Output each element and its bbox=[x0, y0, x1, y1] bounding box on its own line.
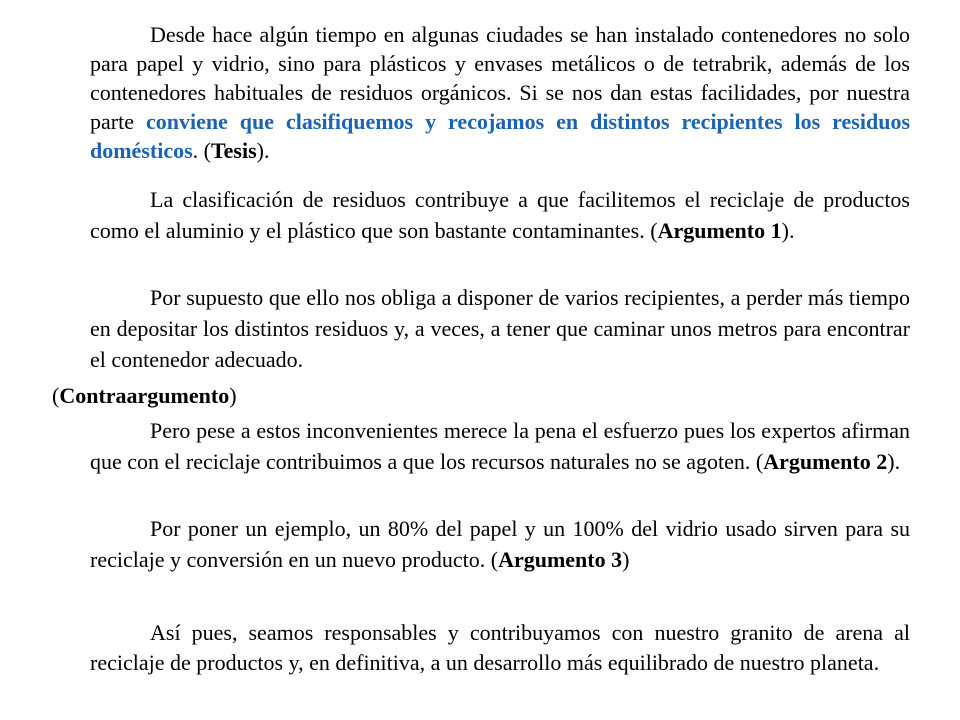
paragraph-text: Así pues, seamos responsables y contribuyamos con nuestro granito de arena al reciclaje de productos y, en definitiva, a un desarrollo más equilibrado de nuestro planeta. bbox=[90, 620, 910, 675]
counterargument-label-line bbox=[52, 380, 872, 412]
label-close: ) bbox=[229, 383, 237, 408]
thesis-paragraph bbox=[90, 20, 910, 165]
paragraph-text: Por supuesto que ello nos obliga a disponer de varios recipientes, a perder más tiempo en depositar los distintos residuos y, a veces, a tener que caminar unos metros para encontrar el contenedor adecuado. bbox=[90, 285, 910, 372]
argument-3-label: Argumento 3 bbox=[498, 547, 623, 572]
thesis-label: Tesis bbox=[210, 138, 257, 163]
argument-2-label: Argumento 2 bbox=[763, 449, 888, 474]
argument-1-paragraph bbox=[90, 184, 910, 246]
argument-2-paragraph bbox=[90, 415, 910, 477]
paragraph-text: Pero pese a estos inconvenientes merece la pena el esfuerzo pues los expertos afirman que con el reciclaje contribuimos a que los recursos naturales no se agoten. ( bbox=[90, 418, 910, 474]
counterargument-label: Contraargumento bbox=[59, 383, 230, 408]
label-close: ) bbox=[622, 547, 630, 572]
argument-1-label: Argumento 1 bbox=[657, 218, 782, 243]
label-close: ). bbox=[256, 138, 270, 163]
argument-3-paragraph bbox=[90, 513, 910, 575]
label-close: ). bbox=[781, 218, 795, 243]
label-close: ). bbox=[887, 449, 901, 474]
label-open: ( bbox=[52, 383, 60, 408]
paragraph-text: Por poner un ejemplo, un 80% del papel y un 100% del vidrio usado sirven para su reciclaje y conversión en un nuevo producto. ( bbox=[90, 516, 910, 572]
counterargument-paragraph bbox=[90, 282, 910, 375]
paragraph-text: Desde hace algún tiempo en algunas ciudades se han instalado contenedores no solo para papel y vidrio, sino para plásticos y envases metálicos o de tetrabrik, además de los contenedores habituales de residuos orgánicos. Si se nos dan estas facilidades, por nuestra parte bbox=[90, 22, 910, 134]
label-open: . ( bbox=[192, 138, 211, 163]
thesis-statement: conviene que clasifiquemos y recojamos en distintos recipientes los residuos domésticos bbox=[90, 109, 911, 163]
paragraph-text: La clasificación de residuos contribuye a que facilitemos el reciclaje de productos como el aluminio y el plástico que son bastante contaminantes. ( bbox=[90, 187, 910, 243]
conclusion-paragraph bbox=[90, 618, 910, 678]
